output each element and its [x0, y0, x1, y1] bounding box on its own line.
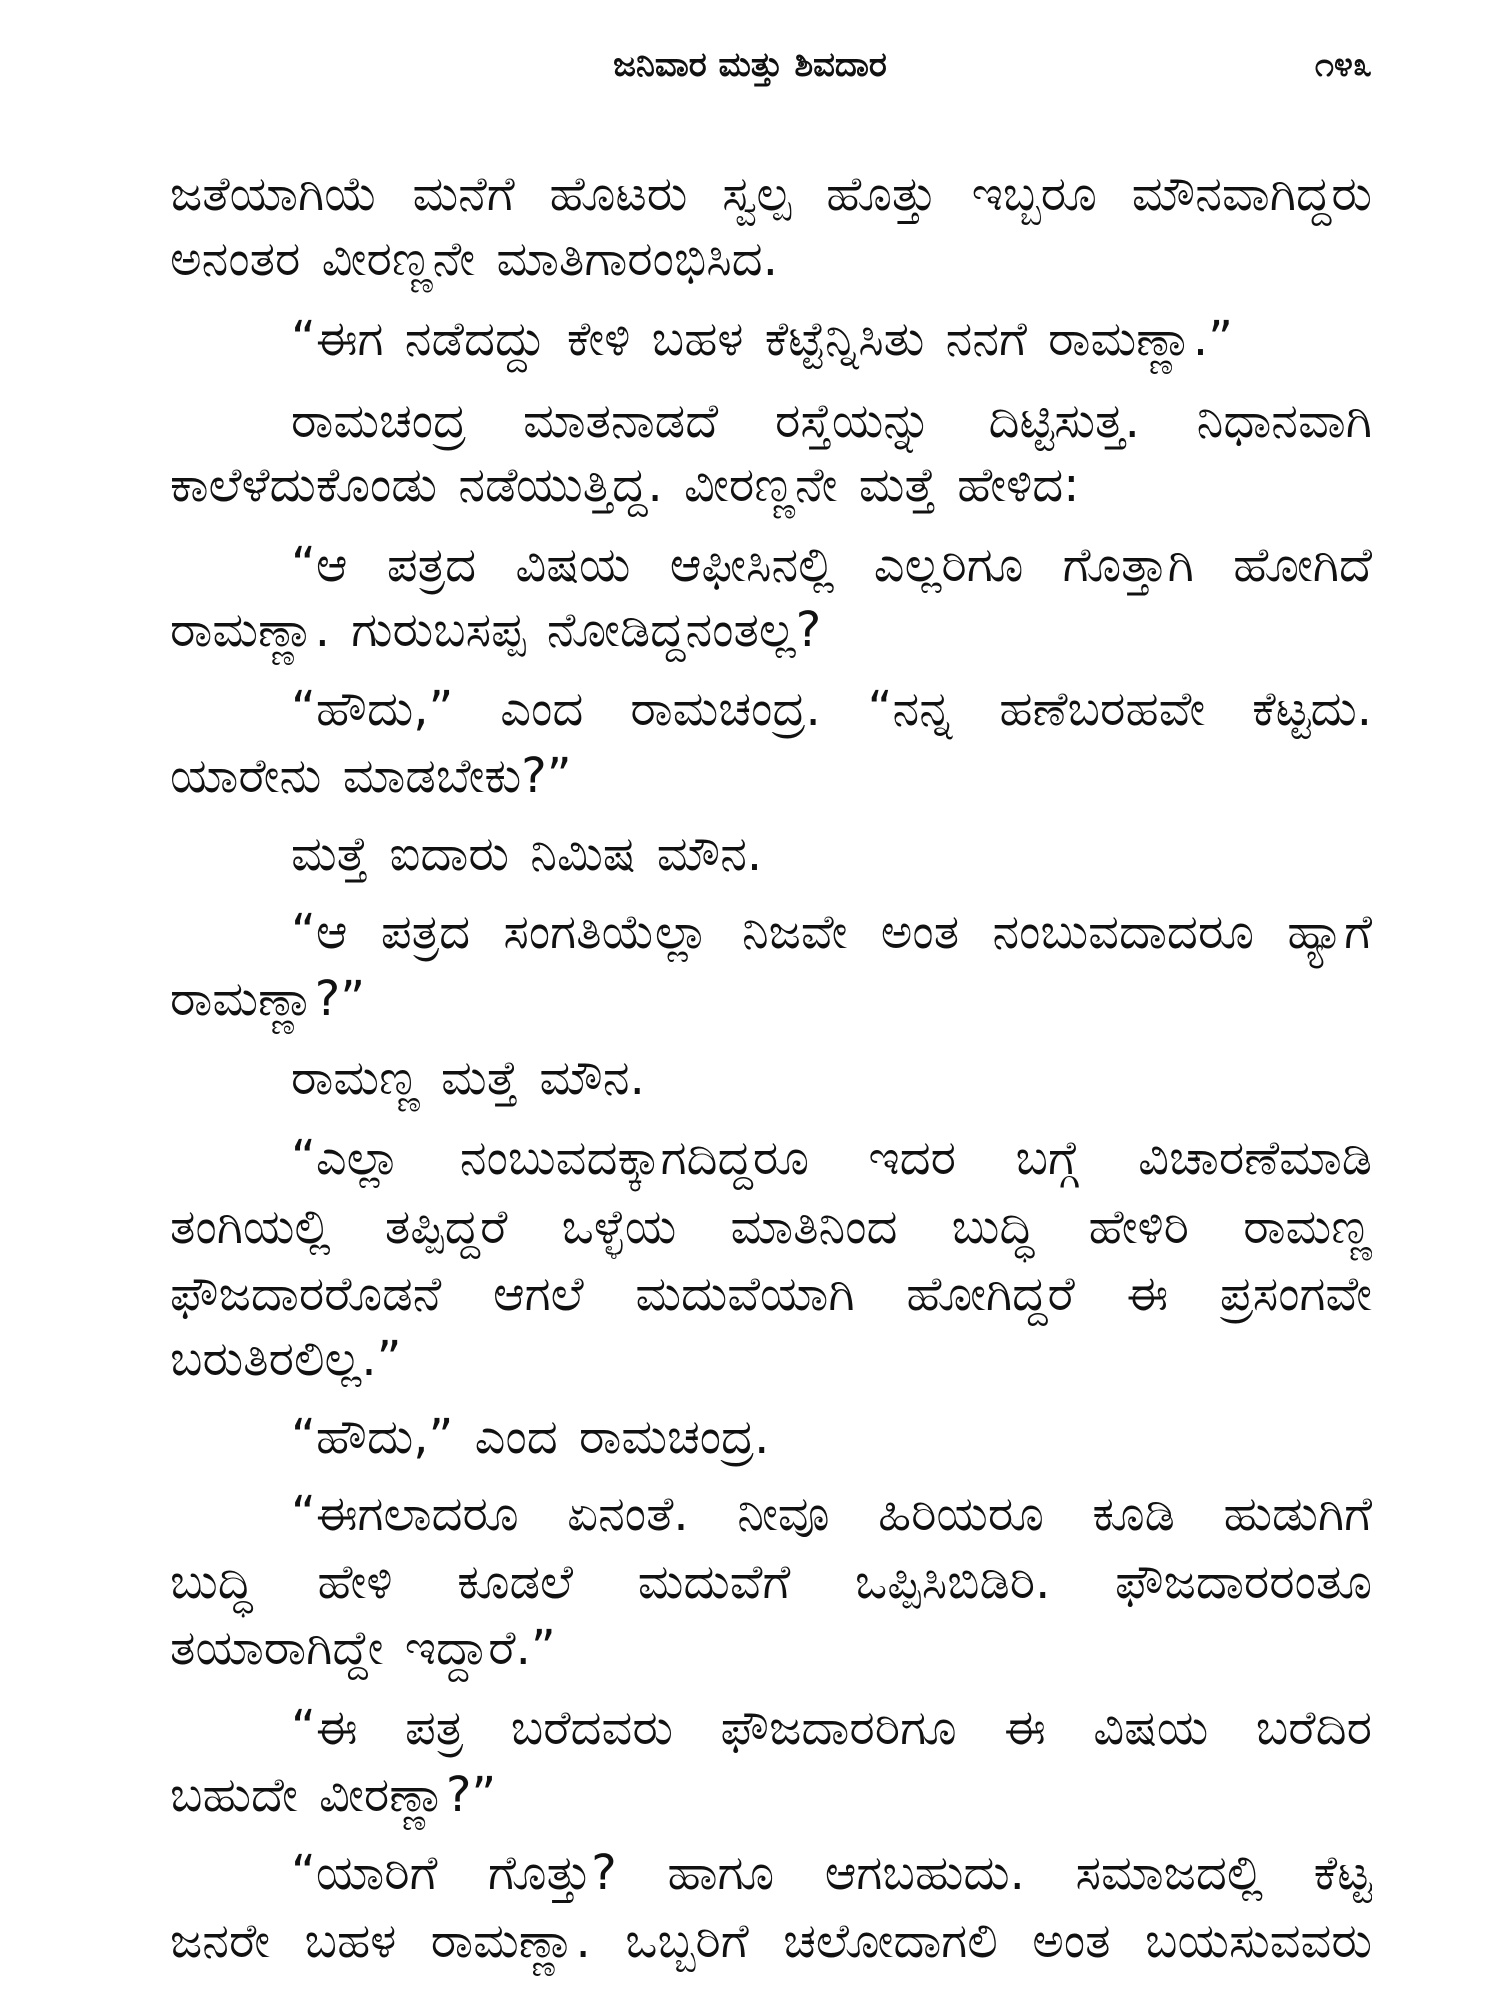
text-line — [170, 533, 1372, 597]
line-text: ಯಾರೇನು ಮಾಡಬೇಕು?” — [170, 748, 572, 804]
line-text: ರಾಮಣ್ಣಾ?” — [170, 971, 366, 1027]
text-line — [170, 162, 1372, 226]
line-text: ರಾಮಣ್ಣಾ. ಗುರುಬಸಪ್ಪ ನೋಡಿದ್ದನಂತಲ್ಲ? — [170, 602, 822, 658]
running-title: ಜನಿವಾರ ಮತ್ತು ಶಿವದಾರ — [613, 45, 887, 85]
text-line — [170, 227, 1372, 291]
text-line — [170, 1841, 1372, 1905]
text-line — [170, 1126, 1372, 1190]
text-line — [170, 822, 1372, 886]
text-line — [170, 1262, 1372, 1326]
line-text: ರಾಮಚಂದ್ರ ಮಾತನಾಡದೆ ರಸ್ತೆಯನ್ನು ದಿಟ್ಟಿಸುತ್ತ. ನಿಧಾನವಾಗಿ — [291, 393, 1372, 449]
line-text: ಫೌಜದಾರರೊಡನೆ ಆಗಲೆ ಮದುವೆಯಾಗಿ ಹೋಗಿದ್ದರೆ ಈ ಪ್ರಸಂಗವೇ — [170, 1266, 1372, 1322]
line-text: ಜತೆಯಾಗಿಯೆ ಮನೆಗೆ ಹೊಟರು ಸ್ವಲ್ಪ ಹೊತ್ತು ಇಬ್ಬರೂ ಮೌನವಾಗಿದ್ದರು — [170, 166, 1372, 222]
line-text: “ಈ ಪತ್ರ ಬರೆದವರು ಫೌಜದಾರರಿಗೂ ಈ ವಿಷಯ ಬರೆದಿರ — [291, 1700, 1372, 1756]
text-line — [170, 1696, 1372, 1760]
line-text: “ಹೌದು,” ಎಂದ ರಾಮಚಂದ್ರ. “ನನ್ನ ಹಣೆಬರಹವೇ ಕೆಟ್ಟದು. — [291, 681, 1372, 737]
line-text: ಕಾಲೆಳೆದುಕೊಂಡು ನಡೆಯುತ್ತಿದ್ದ. ವೀರಣ್ಣನೇ ಮತ್ತೆ ಹೇಳಿದ: — [170, 457, 1080, 513]
line-text: “ಯಾರಿಗೆ ಗೊತ್ತು? ಹಾಗೂ ಆಗಬಹುದು. ಸಮಾಜದಲ್ಲಿ ಕೆಟ್ಟ — [291, 1845, 1372, 1901]
line-text: ರಾಮಣ್ಣ ಮತ್ತೆ ಮೌನ. — [291, 1050, 645, 1106]
text-line — [170, 1195, 1372, 1259]
line-text: ಜನರೇ ಬಹಳ ರಾಮಣ್ಣಾ. ಒಬ್ಬರಿಗೆ ಚಲೋದಾಗಲಿ ಅಂತ ಬಯಸುವವರು — [170, 1913, 1372, 1969]
line-text: ತಯಾರಾಗಿದ್ದೇ ಇದ್ದಾರೆ.” — [170, 1620, 556, 1676]
text-line — [170, 1550, 1372, 1614]
line-text: “ಈಗ ನಡೆದದ್ದು ಕೇಳಿ ಬಹಳ ಕೆಟ್ಟೆನ್ನಿಸಿತು ನನಗೆ ರಾಮಣ್ಣಾ.” — [291, 311, 1234, 367]
text-line — [170, 307, 1372, 371]
line-text: “ಎಲ್ಲಾ ನಂಬುವದಕ್ಕಾಗದಿದ್ದರೂ ಇದರ ಬಗ್ಗೆ ವಿಚಾರಣೆಮಾಡಿ — [291, 1130, 1372, 1186]
text-line — [170, 1763, 1372, 1827]
line-text: ಬುದ್ಧಿ ಹೇಳಿ ಕೂಡಲೆ ಮದುವೆಗೆ ಒಪ್ಪಿಸಿಬಿಡಿರಿ. ಫೌಜದಾರರಂತೂ — [170, 1554, 1372, 1610]
line-text: “ಆ ಪತ್ರದ ವಿಷಯ ಆಫೀಸಿನಲ್ಲಿ ಎಲ್ಲರಿಗೂ ಗೊತ್ತಾಗಿ ಹೋಗಿದೆ — [291, 537, 1372, 593]
text-line — [170, 1482, 1372, 1546]
text-line — [170, 967, 1372, 1031]
text-line — [170, 1327, 1372, 1391]
text-line — [170, 1405, 1372, 1469]
page-number: ೧೪೩ — [1314, 45, 1372, 85]
text-line — [170, 453, 1372, 517]
line-text: “ಆ ಪತ್ರದ ಸಂಗತಿಯೆಲ್ಲಾ ನಿಜವೇ ಅಂತ ನಂಬುವದಾದರೂ ಹ್ಯಾಗೆ — [291, 904, 1372, 960]
text-line — [170, 1046, 1372, 1110]
text-line — [170, 598, 1372, 662]
text-line — [170, 1909, 1372, 1973]
text-line — [170, 900, 1372, 964]
text-line — [170, 744, 1372, 808]
line-text: ಮತ್ತೆ ಐದಾರು ನಿಮಿಷ ಮೌನ. — [291, 826, 763, 882]
text-line — [170, 389, 1372, 453]
line-text: “ಹೌದು,” ಎಂದ ರಾಮಚಂದ್ರ. — [291, 1409, 770, 1465]
line-text: ತಂಗಿಯಲ್ಲಿ ತಪ್ಪಿದ್ದರೆ ಒಳ್ಳೆಯ ಮಾತಿನಿಂದ ಬುದ್ಧಿ ಹೇಳಿರಿ ರಾಮಣ್ಣ — [170, 1199, 1372, 1255]
line-text: “ಈಗಲಾದರೂ ಏನಂತೆ. ನೀವೂ ಹಿರಿಯರೂ ಕೂಡಿ ಹುಡುಗಿಗೆ — [291, 1486, 1372, 1542]
line-text: ಅನಂತರ ವೀರಣ್ಣನೇ ಮಾತಿಗಾರಂಭಿಸಿದ. — [170, 231, 778, 287]
line-text: ಬರುತಿರಲಿಲ್ಲ.” — [170, 1331, 402, 1387]
text-line — [170, 677, 1372, 741]
text-line — [170, 1616, 1372, 1680]
line-text: ಬಹುದೇ ವೀರಣ್ಣಾ?” — [170, 1767, 497, 1823]
